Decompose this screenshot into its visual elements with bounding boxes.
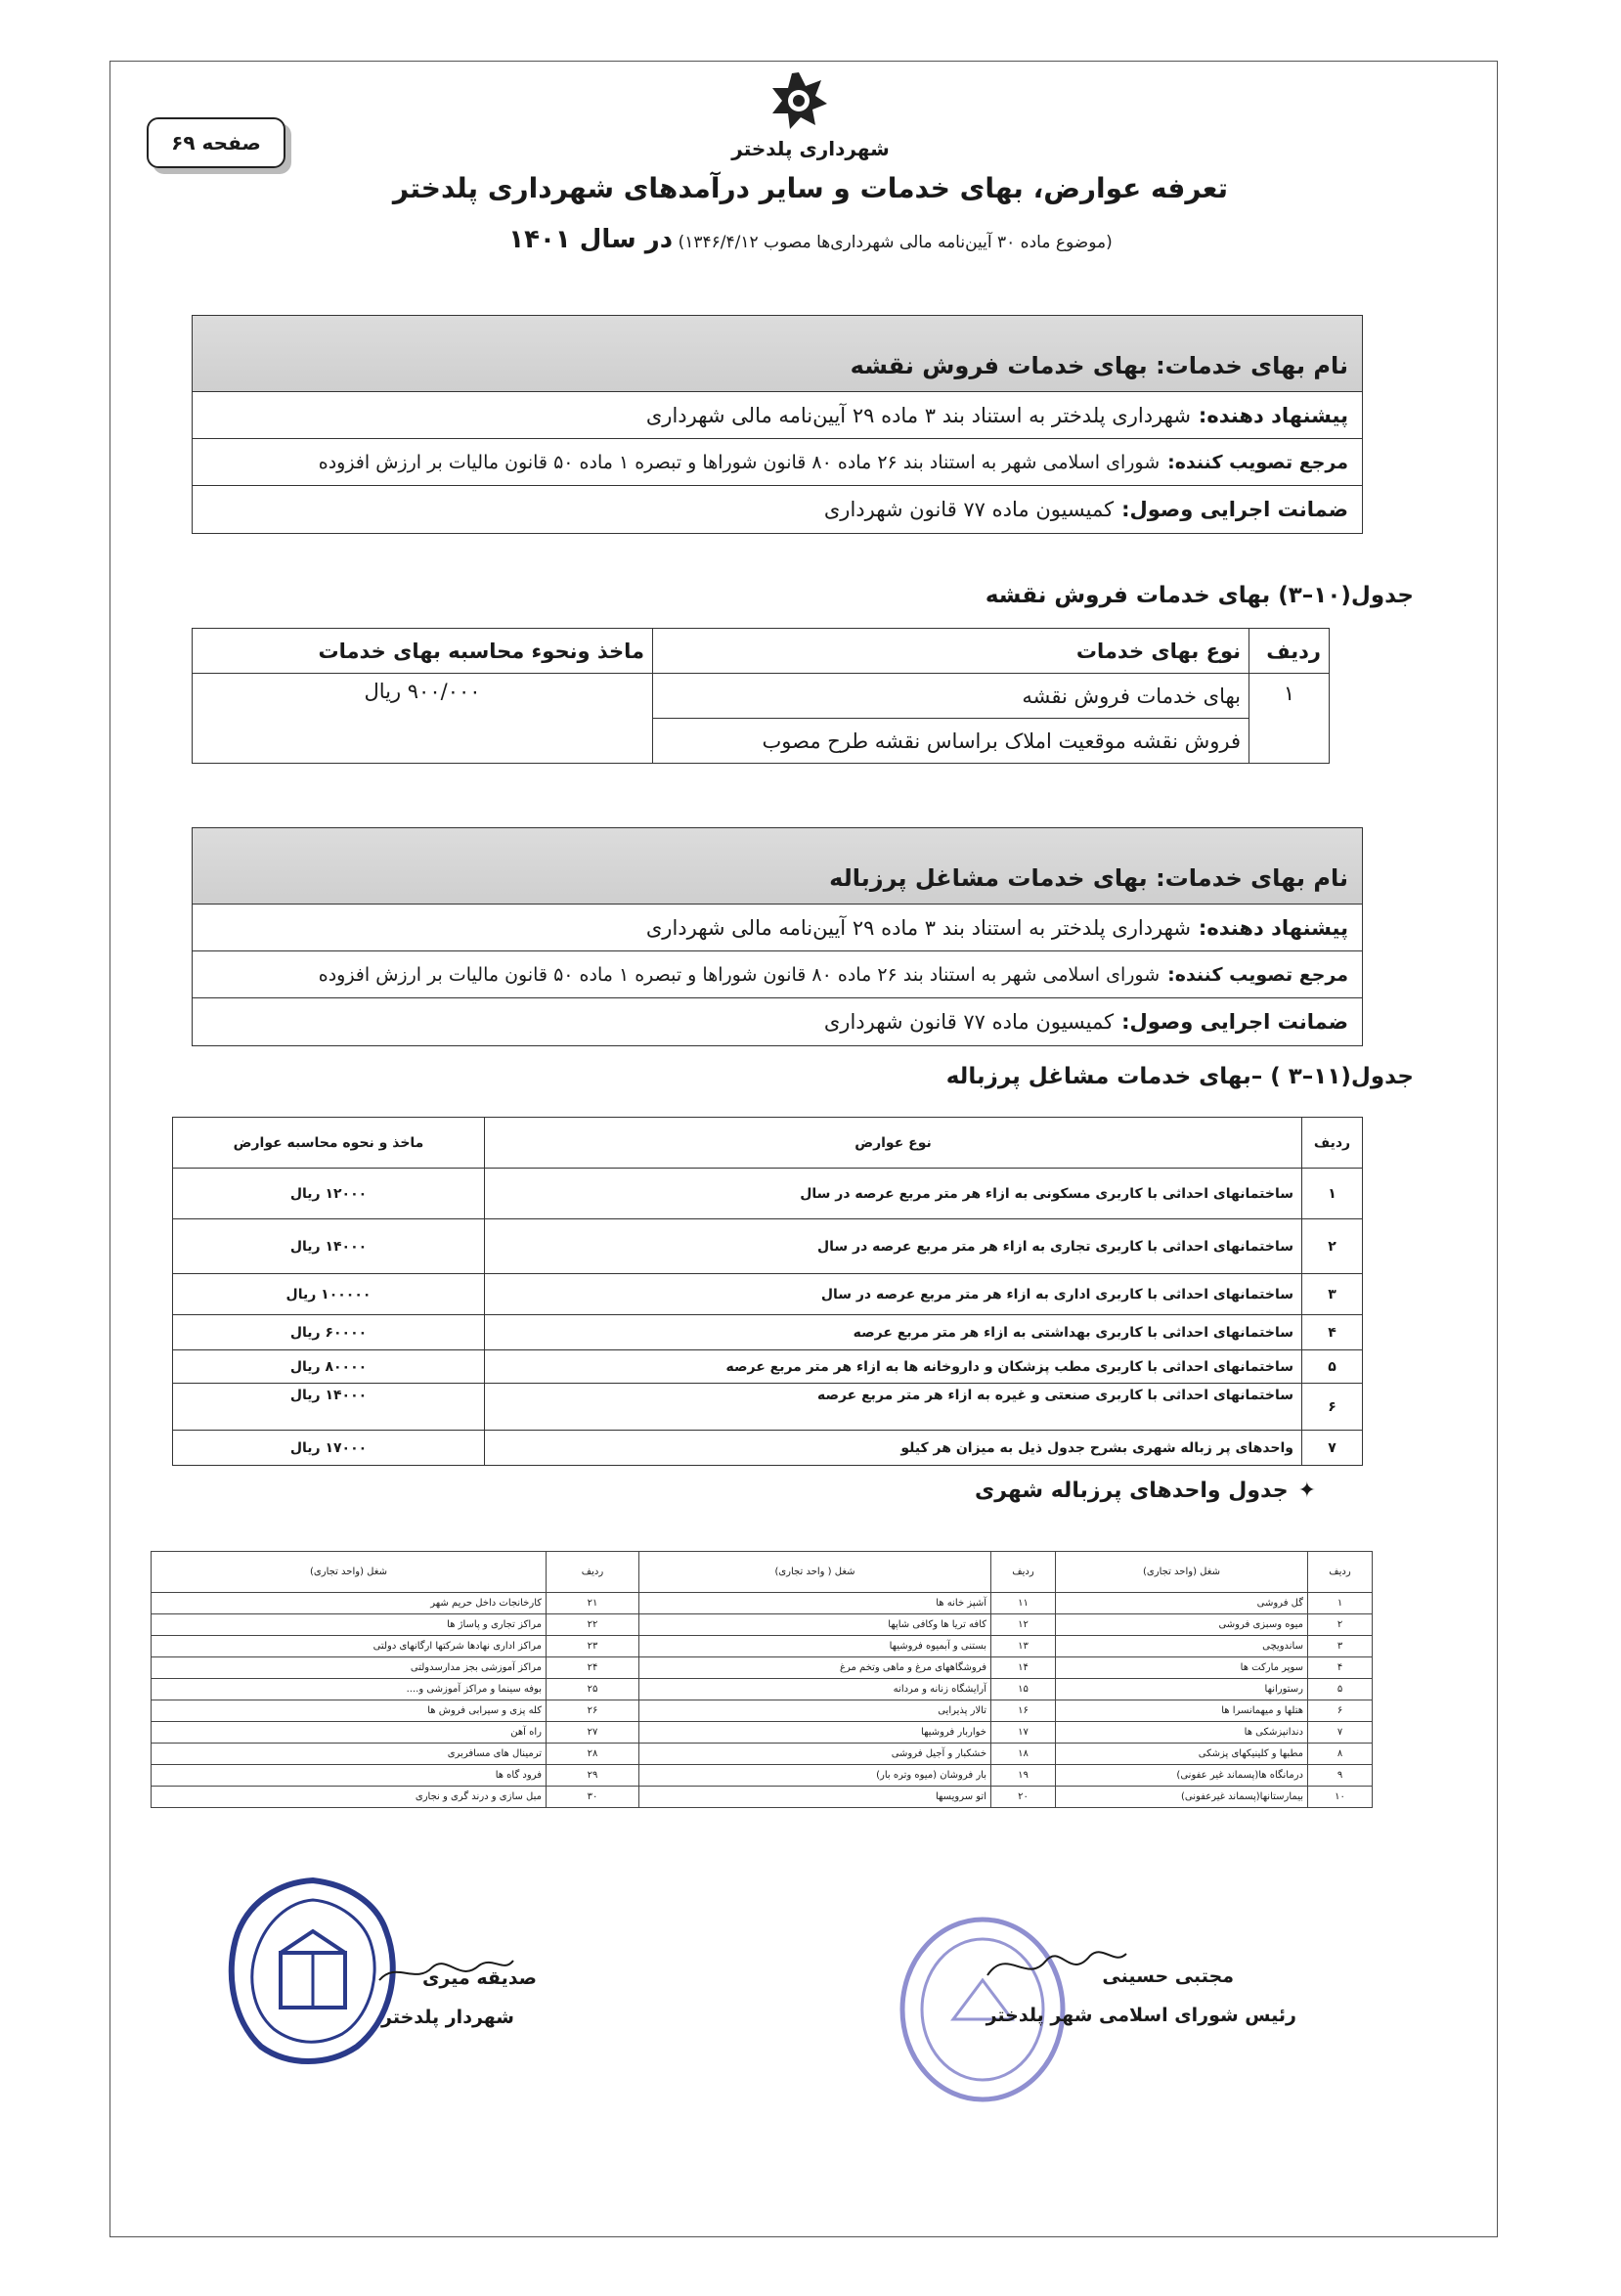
job-cell: ترمینال های مسافربری xyxy=(152,1744,547,1765)
service-name-value: بهای خدمات مشاغل پرزباله xyxy=(829,864,1148,892)
service-info-box-waste-businesses xyxy=(192,827,1363,1046)
price-cell-empty xyxy=(193,719,653,764)
service-name-row xyxy=(193,828,1362,905)
row-number: ۵ xyxy=(1302,1350,1363,1384)
row-number: ۲۲ xyxy=(547,1614,639,1636)
fee-type-cell: ساختمانهای احداثی با کاربری صنعتی و غیره به ازاء هر متر مربع عرصه xyxy=(485,1384,1302,1431)
table-row xyxy=(152,1614,1373,1636)
job-cell: فروشگاههای مرغ و ماهی وتخم مرغ xyxy=(639,1657,991,1679)
row-number: ۲۵ xyxy=(547,1679,639,1700)
job-cell: آشپز خانه ها xyxy=(639,1593,991,1614)
job-cell: بار فروشان (میوه وتره بار) xyxy=(639,1765,991,1787)
table-row xyxy=(152,1722,1373,1744)
table-row xyxy=(152,1787,1373,1808)
row-number: ۱۲ xyxy=(991,1614,1056,1636)
table-row xyxy=(173,1431,1363,1466)
service-name-row xyxy=(193,316,1362,392)
price-cell: ۱۴۰۰۰ ریال xyxy=(173,1219,485,1274)
row-number: ۲۱ xyxy=(547,1593,639,1614)
approver-row xyxy=(193,439,1362,486)
job-cell: بوفه سینما و مراکز آموزشی و.... xyxy=(152,1679,547,1700)
guarantee-value: کمیسیون ماده ۷۷ قانون شهرداری xyxy=(823,1010,1115,1034)
table-row xyxy=(193,719,1330,764)
service-name-value: بهای خدمات فروش نقشه xyxy=(850,352,1148,379)
row-number: ۵ xyxy=(1308,1679,1373,1700)
approver-value: شورای اسلامی شهر به استناد بند ۲۶ ماده ۸۰ قانون شوراها و تبصره ۱ ماده ۵۰ قانون مالیات بر ارزش افزوده xyxy=(318,451,1161,473)
service-type-cell: بهای خدمات فروش نقشه xyxy=(653,674,1249,719)
mayor-name: صدیقه میری xyxy=(422,1967,538,1989)
job-cell: کافه تریا ها وکافی شاپها xyxy=(639,1614,991,1636)
job-cell: رستورانها xyxy=(1056,1679,1308,1700)
job-cell: میوه وسبزی فروشی xyxy=(1056,1614,1308,1636)
table-row xyxy=(152,1765,1373,1787)
price-cell: ۶۰۰۰۰ ریال xyxy=(173,1315,485,1350)
approver-row xyxy=(193,951,1362,998)
table-row xyxy=(173,1384,1363,1431)
municipality-name: شهرداری پلدختر xyxy=(731,137,890,160)
row-number: ۶ xyxy=(1302,1384,1363,1431)
col-fee-type-header: نوع عوارض xyxy=(485,1118,1302,1169)
waste-businesses-table xyxy=(172,1117,1363,1466)
service-info-box-map-sales xyxy=(192,315,1363,534)
col-calculation-header: ماخذ ونحوء محاسبه بهای خدمات xyxy=(193,629,653,674)
guarantee-row xyxy=(193,486,1362,533)
table-row xyxy=(173,1315,1363,1350)
col-row-header: ردیف xyxy=(1249,629,1330,674)
price-cell: ۱۰۰۰۰۰ ریال xyxy=(173,1274,485,1315)
document-subtitle xyxy=(0,225,1621,254)
row-number: ۲۴ xyxy=(547,1657,639,1679)
col-row-header: ردیف xyxy=(1302,1118,1363,1169)
table-header-row xyxy=(193,629,1330,674)
row-number: ۲۸ xyxy=(547,1744,639,1765)
proposer-value: شهرداری پلدختر به استناد بند ۳ ماده ۲۹ آیین‌نامه مالی شهرداری xyxy=(645,403,1191,427)
col-calculation-header: ماخذ و نحوه محاسبه عوارض xyxy=(173,1118,485,1169)
page-number-badge: صفحه ۶۹ xyxy=(147,117,285,168)
row-number: ۱۸ xyxy=(991,1744,1056,1765)
row-number: ۱۷ xyxy=(991,1722,1056,1744)
mayor-role: شهردار پلدختر xyxy=(381,2007,514,2028)
row-number: ۱ xyxy=(1302,1169,1363,1219)
guarantee-row xyxy=(193,998,1362,1045)
job-cell: راه آهن xyxy=(152,1722,547,1744)
row-number: ۳۰ xyxy=(547,1787,639,1808)
service-name-label: نام بهای خدمات: xyxy=(1156,864,1348,892)
table-row xyxy=(152,1744,1373,1765)
guarantee-value: کمیسیون ماده ۷۷ قانون شهرداری xyxy=(823,498,1115,521)
council-head-name: مجتبی حسینی xyxy=(1102,1965,1234,1987)
job-cell: مبل سازی و درند گری و نجاری xyxy=(152,1787,547,1808)
approver-value: شورای اسلامی شهر به استناد بند ۲۶ ماده ۸۰ قانون شوراها و تبصره ۱ ماده ۵۰ قانون مالیات بر ارزش افزوده xyxy=(318,963,1161,986)
fee-type-cell: ساختمانهای احداثی با کاربری مسکونی به ازاء هر متر مربع عرصه در سال xyxy=(485,1169,1302,1219)
approver-label: مرجع تصویب کننده: xyxy=(1167,963,1348,986)
price-cell: ۱۷۰۰۰ ریال xyxy=(173,1431,485,1466)
job-cell: تالار پذیرایی xyxy=(639,1700,991,1722)
table-row xyxy=(173,1219,1363,1274)
fee-type-cell: ساختمانهای احداثی با کاربری مطب پزشکان و داروخانه ها به ازاء هر متر مربع عرصه xyxy=(485,1350,1302,1384)
job-cell: خشکبار و آجیل فروشی xyxy=(639,1744,991,1765)
table-row xyxy=(152,1657,1373,1679)
council-head-role: رئیس شورای اسلامی شهر پلدختر xyxy=(986,2005,1296,2026)
map-sales-table xyxy=(192,628,1330,764)
row-number: ۷ xyxy=(1302,1431,1363,1466)
col-job-header-3: شغل (واحد تجاری) xyxy=(152,1552,547,1593)
job-cell: گل فروشی xyxy=(1056,1593,1308,1614)
fee-type-cell: واحدهای پر زباله شهری بشرح جدول ذیل به میزان هر کیلو xyxy=(485,1431,1302,1466)
job-cell: کارخانجات داخل حریم شهر xyxy=(152,1593,547,1614)
row-number: ۲۳ xyxy=(547,1636,639,1657)
proposer-value: شهرداری پلدختر به استناد بند ۳ ماده ۲۹ آیین‌نامه مالی شهرداری xyxy=(645,915,1191,940)
table-header-row xyxy=(173,1118,1363,1169)
col-row-header-3: ردیف xyxy=(547,1552,639,1593)
row-number: ۲ xyxy=(1308,1614,1373,1636)
row-number: ۱ xyxy=(1308,1593,1373,1614)
fee-type-cell: ساختمانهای احداثی با کاربری تجاری به ازاء هر متر مربع عرصه در سال xyxy=(485,1219,1302,1274)
bullet-star-icon: ✦ xyxy=(1297,1479,1316,1503)
fee-type-cell: ساختمانهای احداثی با کاربری بهداشتی به ازاء هر متر مربع عرصه xyxy=(485,1315,1302,1350)
job-cell: سوپر مارکت ها xyxy=(1056,1657,1308,1679)
table-row xyxy=(173,1274,1363,1315)
municipality-logo-icon xyxy=(768,70,829,131)
job-cell: فرود گاه ها xyxy=(152,1765,547,1787)
price-cell: ۱۲۰۰۰ ریال xyxy=(173,1169,485,1219)
job-cell: اتو سرویسها xyxy=(639,1787,991,1808)
row-number: ۱ xyxy=(1249,674,1330,764)
row-number: ۳ xyxy=(1302,1274,1363,1315)
row-number: ۱۵ xyxy=(991,1679,1056,1700)
service-description-cell: فروش نقشه موقعیت املاک براساس نقشه طرح مصوب xyxy=(653,719,1249,764)
price-cell: ۱۴۰۰۰ ریال xyxy=(173,1384,485,1431)
guarantee-label: ضمانت اجرایی وصول: xyxy=(1121,498,1348,521)
col-job-header-1: شغل (واحد تجاری) xyxy=(1056,1552,1308,1593)
row-number: ۴ xyxy=(1302,1315,1363,1350)
job-cell: بستنی و آبمیوه فروشیها xyxy=(639,1636,991,1657)
proposer-label: پیشنهاد دهنده: xyxy=(1198,915,1348,940)
row-number: ۱۹ xyxy=(991,1765,1056,1787)
table2-title: جدول(۱۱–۳ ) –بهای خدمات مشاغل پرزباله xyxy=(945,1064,1414,1089)
job-cell: بیمارستانها(پسماند غیرعفونی) xyxy=(1056,1787,1308,1808)
row-number: ۶ xyxy=(1308,1700,1373,1722)
row-number: ۲۰ xyxy=(991,1787,1056,1808)
col-job-header-2: شغل ( واحد تجاری) xyxy=(639,1552,991,1593)
proposer-row xyxy=(193,392,1362,439)
table-header-row xyxy=(152,1552,1373,1593)
row-number: ۷ xyxy=(1308,1722,1373,1744)
table-row xyxy=(173,1169,1363,1219)
table3-title: ✦جدول واحدهای پرزباله شهری xyxy=(975,1479,1316,1503)
mayor-signature-icon xyxy=(372,1946,518,1995)
row-number: ۲۹ xyxy=(547,1765,639,1787)
guarantee-label: ضمانت اجرایی وصول: xyxy=(1121,1010,1348,1034)
row-number: ۱۳ xyxy=(991,1636,1056,1657)
job-cell: آرایشگاه زنانه و مردانه xyxy=(639,1679,991,1700)
row-number: ۴ xyxy=(1308,1657,1373,1679)
row-number: ۲۷ xyxy=(547,1722,639,1744)
document-title: تعرفه عوارض، بهای خدمات و سایر درآمدهای شهرداری پلدختر xyxy=(392,172,1229,204)
service-name-label: نام بهای خدمات: xyxy=(1156,352,1348,379)
job-cell: خواربار فروشیها xyxy=(639,1722,991,1744)
job-cell: مراکز تجاری و پاساژ ها xyxy=(152,1614,547,1636)
waste-units-table xyxy=(151,1551,1373,1808)
job-cell: درمانگاه ها(پسماند غیر عفونی) xyxy=(1056,1765,1308,1787)
table-row xyxy=(152,1593,1373,1614)
row-number: ۱۰ xyxy=(1308,1787,1373,1808)
table-row xyxy=(173,1350,1363,1384)
table1-title: جدول(۱۰–۳) بهای خدمات فروش نقشه xyxy=(985,583,1414,608)
row-number: ۳ xyxy=(1308,1636,1373,1657)
row-number: ۱۱ xyxy=(991,1593,1056,1614)
job-cell: کله پزی و سیرابی فروش ها xyxy=(152,1700,547,1722)
col-row-header-2: ردیف xyxy=(991,1552,1056,1593)
council-signature-icon xyxy=(978,1936,1134,1995)
job-cell: هتلها و میهمانسرا ها xyxy=(1056,1700,1308,1722)
col-row-header-1: ردیف xyxy=(1308,1552,1373,1593)
col-service-type-header: نوع بهای خدمات xyxy=(653,629,1249,674)
job-cell: ساندویچی xyxy=(1056,1636,1308,1657)
row-number: ۱۶ xyxy=(991,1700,1056,1722)
approver-label: مرجع تصویب کننده: xyxy=(1167,451,1348,473)
table-row xyxy=(152,1700,1373,1722)
table-row xyxy=(152,1636,1373,1657)
row-number: ۱۴ xyxy=(991,1657,1056,1679)
job-cell: مراکز آموزشی بجز مدارسدولتی xyxy=(152,1657,547,1679)
price-cell: ۹۰۰/۰۰۰ ریال xyxy=(193,674,653,719)
row-number: ۹ xyxy=(1308,1765,1373,1787)
job-cell: مراکز اداری نهادها شرکتها ارگانهای دولتی xyxy=(152,1636,547,1657)
table-row xyxy=(152,1679,1373,1700)
subtitle-year: در سال ۱۴۰۱ xyxy=(508,225,674,254)
job-cell: دندانپزشکی ها xyxy=(1056,1722,1308,1744)
fee-type-cell: ساختمانهای احداثی با کاربری اداری به ازاء هر متر مربع عرصه در سال xyxy=(485,1274,1302,1315)
proposer-row xyxy=(193,905,1362,951)
subtitle-reference: (موضوع ماده ۳۰ آیین‌نامه مالی شهرداری‌ها مصوب ۱۳۴۶/۴/۱۲) xyxy=(678,233,1113,252)
row-number: ۸ xyxy=(1308,1744,1373,1765)
row-number: ۲ xyxy=(1302,1219,1363,1274)
row-number: ۲۶ xyxy=(547,1700,639,1722)
table-row xyxy=(193,674,1330,719)
price-cell: ۸۰۰۰۰ ریال xyxy=(173,1350,485,1384)
job-cell: مطبها و کلینیکهای پزشکی xyxy=(1056,1744,1308,1765)
proposer-label: پیشنهاد دهنده: xyxy=(1198,403,1348,427)
